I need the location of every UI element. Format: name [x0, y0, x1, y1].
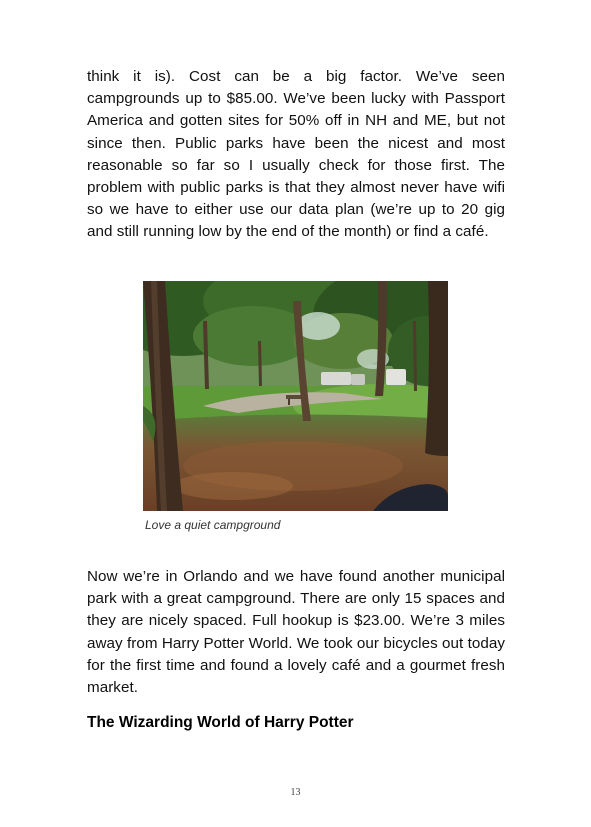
page-number: 13: [290, 787, 301, 798]
figure-caption: Love a quiet campground: [145, 518, 281, 532]
section-heading: The Wizarding World of Harry Potter: [87, 714, 354, 731]
campground-photo-image: [143, 281, 448, 511]
body-paragraph-2: Now we’re in Orlando and we have found another municipal park with a great campground. There are only 15 spaces and they are nicely spaced. Full hookup is $23.00. We’re 3 miles away from Harry Potter World. We took our bicycles out today for the first time and found a lovely café and a gourmet fresh market.: [87, 568, 505, 697]
body-paragraph-1: think it is). Cost can be a big factor. We’ve seen campgrounds up to $85.00. We’ve been lucky with Passport America and gotten sites for 50% off in NH and ME, but not since then. Public parks have been the nicest and most reasonable so far so I usually check for those first. The problem with public parks is that they almost never have wifi so we have to either use our data plan (we’re up to 20 gig and still running low by the end of the month) or find a café.: [87, 68, 505, 241]
campground-photo: [143, 281, 448, 511]
